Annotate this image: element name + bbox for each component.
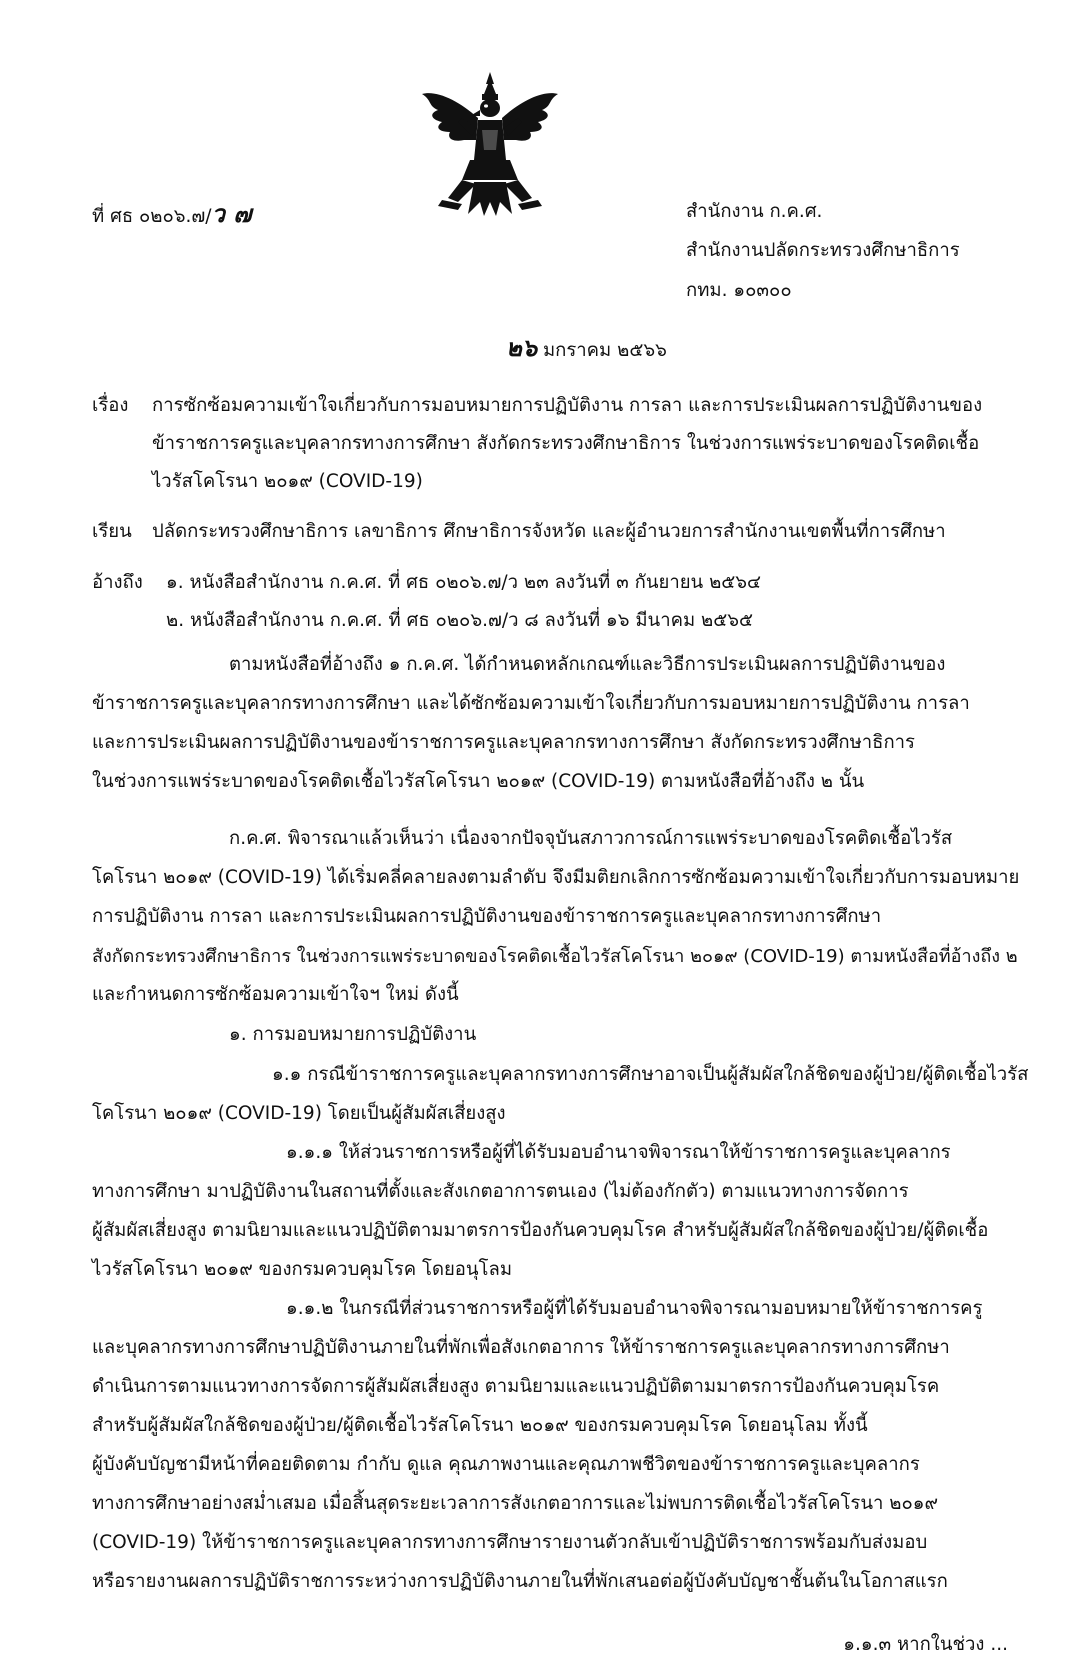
- date-day-handwritten: ๒๖: [506, 333, 538, 362]
- body-line: และกำหนดการซักซ้อมความเข้าใจฯ ใหม่ ดังนี้: [92, 984, 459, 1005]
- office-name: สำนักงาน ก.ค.ศ.: [686, 201, 823, 222]
- subject-line: การซักซ้อมความเข้าใจเกี่ยวกับการมอบหมายการปฏิบัติงาน การลา และการประเมินผลการปฏิบัติงานของ: [152, 395, 983, 416]
- reference-item: ๑. หนังสือสำนักงาน ก.ค.ศ. ที่ ศธ ๐๒๐๖.๗/ว ๒๓ ลงวันที่ ๓ กันยายน ๒๕๖๔: [166, 572, 762, 593]
- body-line: สำหรับผู้สัมผัสใกล้ชิดของผู้ป่วย/ผู้ติดเชื้อไวรัสโคโรนา ๒๐๑๙ ของกรมควบคุมโรค โดยอนุโลม ทั้งนี้: [92, 1415, 868, 1436]
- subject-line: ไวรัสโคโรนา ๒๐๑๙ (COVID-19): [152, 471, 423, 492]
- addressee-text: ปลัดกระทรวงศึกษาธิการ เลขาธิการ ศึกษาธิการจังหวัด และผู้อำนวยการสำนักงานเขตพื้นที่การศึกษา: [152, 521, 946, 542]
- garuda-emblem-icon: [418, 70, 563, 220]
- document-number-handwritten: ว ๗: [211, 199, 252, 228]
- body-line: โคโรนา ๒๐๑๙ (COVID-19) โดยเป็นผู้สัมผัสเสี่ยงสูง: [92, 1103, 506, 1124]
- reference-item: ๒. หนังสือสำนักงาน ก.ค.ศ. ที่ ศธ ๐๒๐๖.๗/ว ๘ ลงวันที่ ๑๖ มีนาคม ๒๕๖๕: [166, 610, 753, 631]
- office-address: กทม. ๑๐๓๐๐: [686, 280, 792, 301]
- body-line: ผู้สัมผัสเสี่ยงสูง ตามนิยามและแนวปฏิบัติตามมาตรการป้องกันควบคุมโรค สำหรับผู้สัมผัสใกล้ชิดของผู้ป่วย/ผู้ติดเชื้อ: [92, 1220, 989, 1241]
- body-line: ข้าราชการครูและบุคลากรทางการศึกษา และได้ซักซ้อมความเข้าใจเกี่ยวกับการมอบหมายการปฏิบัติงาน การลา: [92, 693, 970, 714]
- document-number: [92, 194, 251, 233]
- body-line: ทางการศึกษา มาปฏิบัติงานในสถานที่ตั้งและสังเกตอาการตนเอง (ไม่ต้องกักตัว) ตามแนวทางการจัดการ: [92, 1181, 909, 1202]
- body-line: ๑.๑ กรณีข้าราชการครูและบุคลากรทางการศึกษาอาจเป็นผู้สัมผัสใกล้ชิดของผู้ป่วย/ผู้ติดเชื้อไวรัส: [272, 1064, 1029, 1085]
- body-line: และการประเมินผลการปฏิบัติงานของข้าราชการครูและบุคลากรทางการศึกษา สังกัดกระทรวงศึกษาธิการ: [92, 732, 915, 753]
- body-line: หรือรายงานผลการปฏิบัติราชการระหว่างการปฏิบัติงานภายในที่พักเสนอต่อผู้บังคับบัญชาชั้นต้นในโอกาสแรก: [92, 1571, 948, 1592]
- subject-line: ข้าราชการครูและบุคลากรทางการศึกษา สังกัดกระทรวงศึกษาธิการ ในช่วงการแพร่ระบาดของโรคติดเชื้อ: [152, 433, 980, 454]
- body-line: การปฏิบัติงาน การลา และการประเมินผลการปฏิบัติงานของข้าราชการครูและบุคลากรทางการศึกษา: [92, 906, 882, 927]
- section-heading: ๑. การมอบหมายการปฏิบัติงาน: [229, 1024, 477, 1045]
- body-line: ตามหนังสือที่อ้างถึง ๑ ก.ค.ศ. ได้กำหนดหลักเกณฑ์และวิธีการประเมินผลการปฏิบัติงานของ: [229, 654, 946, 675]
- reference-label: อ้างถึง: [92, 572, 143, 593]
- page-continuation: ๑.๑.๓ หากในช่วง ...: [843, 1634, 1008, 1655]
- body-line: สังกัดกระทรวงศึกษาธิการ ในช่วงการแพร่ระบาดของโรคติดเชื้อไวรัสโคโรนา ๒๐๑๙ (COVID-19) ตามหนังสือที่อ้างถึง ๒: [92, 946, 1018, 967]
- document-date: [506, 328, 667, 367]
- body-line: ในช่วงการแพร่ระบาดของโรคติดเชื้อไวรัสโคโรนา ๒๐๑๙ (COVID-19) ตามหนังสือที่อ้างถึง ๒ นั้น: [92, 771, 865, 792]
- body-line: โคโรนา ๒๐๑๙ (COVID-19) ได้เริ่มคลี่คลายลงตามลำดับ จึงมีมติยกเลิกการซักซ้อมความเข้าใจเกี่ยวกับการมอบหมาย: [92, 867, 1020, 888]
- office-parent: สำนักงานปลัดกระทรวงศึกษาธิการ: [686, 240, 960, 261]
- body-line: ทางการศึกษาอย่างสม่ำเสมอ เมื่อสิ้นสุดระยะเวลาการสังเกตอาการและไม่พบการติดเชื้อไวรัสโคโรนา ๒๐๑๙: [92, 1493, 939, 1514]
- body-line: ไวรัสโคโรนา ๒๐๑๙ ของกรมควบคุมโรค โดยอนุโลม: [92, 1259, 513, 1280]
- date-month-year: มกราคม ๒๕๖๖: [542, 340, 667, 361]
- body-line: ผู้บังคับบัญชามีหน้าที่คอยติดตาม กำกับ ดูแล คุณภาพงานและคุณภาพชีวิตของข้าราชการครูและบุคลากร: [92, 1454, 920, 1475]
- body-line: ๑.๑.๑ ให้ส่วนราชการหรือผู้ที่ได้รับมอบอำนาจพิจารณาให้ข้าราชการครูและบุคลากร: [286, 1142, 951, 1163]
- body-line: ก.ค.ศ. พิจารณาแล้วเห็นว่า เนื่องจากปัจจุบันสภาวการณ์การแพร่ระบาดของโรคติดเชื้อไวรัส: [229, 828, 953, 849]
- body-line: ๑.๑.๒ ในกรณีที่ส่วนราชการหรือผู้ที่ได้รับมอบอำนาจพิจารณามอบหมายให้ข้าราชการครู: [286, 1298, 983, 1319]
- body-line: (COVID-19) ให้ข้าราชการครูและบุคลากรทางการศึกษารายงานตัวกลับเข้าปฏิบัติราชการพร้อมกับส่งมอบ: [92, 1532, 928, 1553]
- body-line: และบุคลากรทางการศึกษาปฏิบัติงานภายในที่พักเพื่อสังเกตอาการ ให้ข้าราชการครูและบุคลากรทางการศึกษา: [92, 1337, 950, 1358]
- body-line: ดำเนินการตามแนวทางการจัดการผู้สัมผัสเสี่ยงสูง ตามนิยามและแนวปฏิบัติตามมาตรการป้องกันควบคุมโรค: [92, 1376, 940, 1397]
- addressee-label: เรียน: [92, 521, 132, 542]
- subject-label: เรื่อง: [92, 395, 129, 416]
- document-number-prefix: ที่ ศธ ๐๒๐๖.๗/: [92, 206, 212, 227]
